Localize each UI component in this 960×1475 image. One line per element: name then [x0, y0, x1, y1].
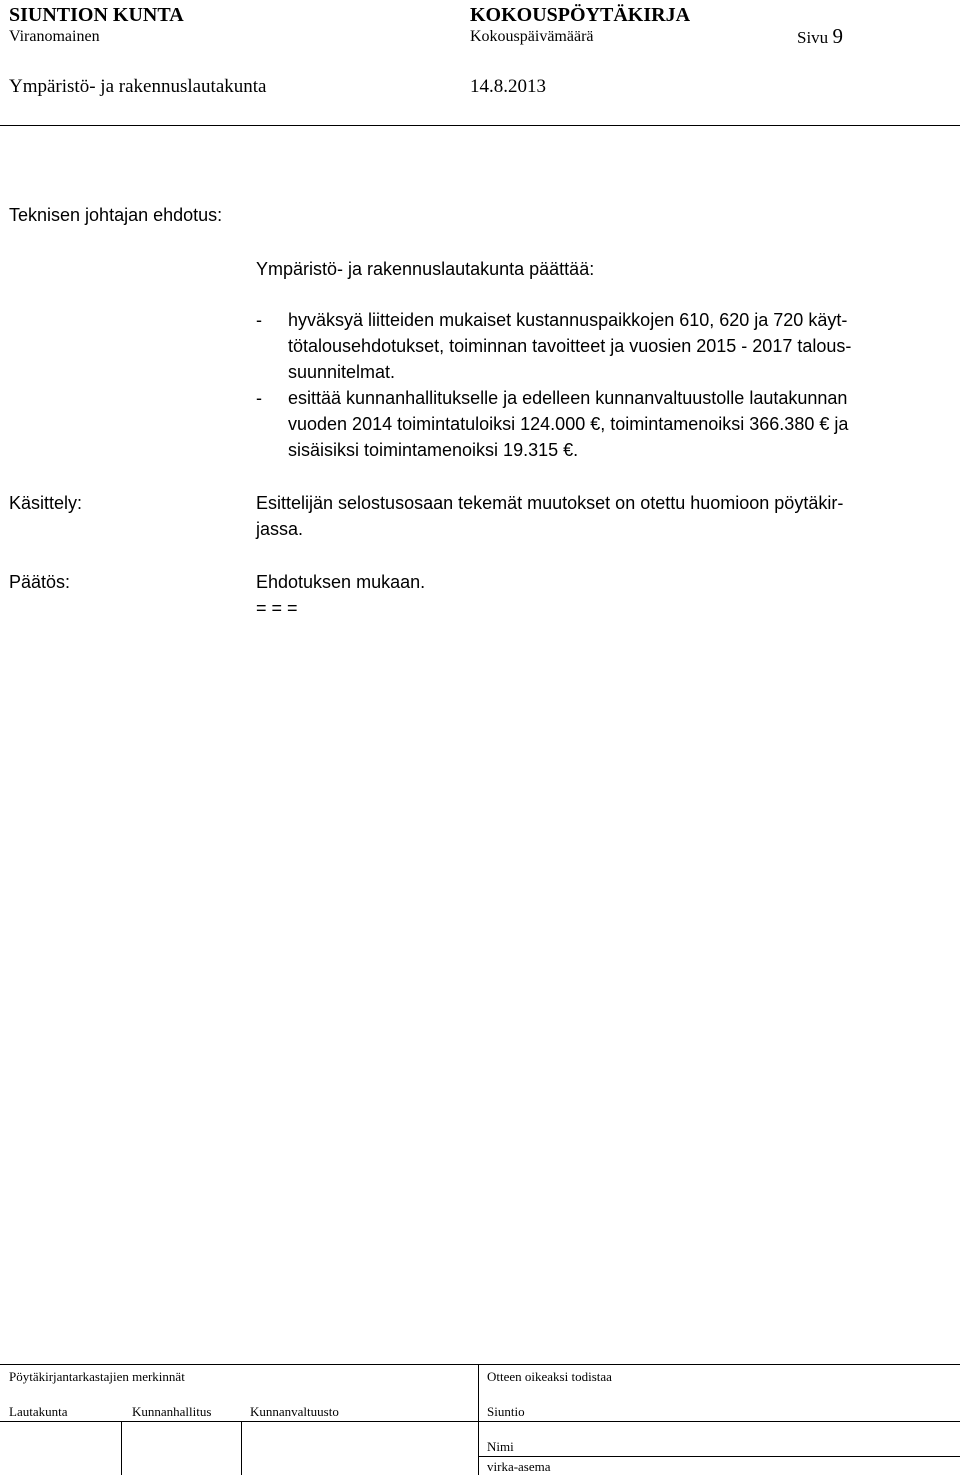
item-line: tötalousehdotukset, toiminnan tavoitteet ja vuosien 2015 - 2017 talous-	[288, 336, 852, 356]
footer-col-divider	[241, 1421, 242, 1475]
decides-heading: Ympäristö- ja rakennuslautakunta päättää:	[256, 259, 595, 279]
item-line: suunnitelmat.	[288, 362, 396, 382]
decision-line: Ehdotuksen mukaan.	[256, 572, 426, 592]
item-line: esittää kunnanhallitukselle ja edelleen kunnanvaltuustolle lautakunnan	[288, 388, 848, 408]
date-label: Kokouspäivämäärä	[470, 28, 594, 45]
footer-col-divider	[478, 1364, 479, 1475]
decision-item	[256, 307, 946, 385]
col-lautakunta: Lautakunta	[9, 1404, 68, 1419]
signature-line	[478, 1456, 960, 1457]
item-line: vuoden 2014 toimintatuloiksi 124.000 €, toimintamenoiksi 366.380 € ja	[288, 414, 849, 434]
end-marker: = = =	[256, 598, 298, 618]
handling-line: Esittelijän selostusosaan tekemät muutokset on otettu huomioon pöytäkir-	[256, 493, 844, 513]
place: Siuntio	[487, 1404, 525, 1419]
certified-label: Otteen oikeaksi todistaa	[487, 1369, 612, 1384]
page-number: 9	[832, 24, 843, 48]
footer-row-divider	[0, 1421, 960, 1422]
footer-divider	[0, 1364, 960, 1365]
page-label: Sivu	[797, 28, 829, 47]
decision-text	[256, 569, 946, 621]
item-dash: -	[256, 388, 262, 408]
proposal-label: Teknisen johtajan ehdotus:	[9, 205, 223, 225]
page-indicator	[797, 24, 843, 50]
authority-name: Ympäristö- ja rakennuslautakunta	[9, 76, 267, 97]
col-kunnanhallitus: Kunnanhallitus	[132, 1404, 212, 1419]
decision-items	[256, 307, 946, 463]
handling-line: jassa.	[256, 519, 304, 539]
authority-label: Viranomainen	[9, 28, 100, 45]
meeting-date: 14.8.2013	[470, 76, 546, 97]
checkers-label: Pöytäkirjantarkastajien merkinnät	[9, 1369, 185, 1384]
org-name: SIUNTION KUNTA	[9, 4, 184, 26]
item-line: hyväksyä liitteiden mukaiset kustannuspaikkojen 610, 620 ja 720 käyt-	[288, 310, 848, 330]
decision-label: Päätös:	[9, 572, 71, 592]
col-kunnanvaltuusto: Kunnanvaltuusto	[250, 1404, 339, 1419]
header-divider	[0, 125, 960, 126]
item-dash: -	[256, 310, 262, 330]
position-label: virka-asema	[487, 1459, 551, 1474]
handling-text	[256, 490, 946, 542]
footer-col-divider	[121, 1421, 122, 1475]
name-label: Nimi	[487, 1439, 514, 1454]
decision-item	[256, 385, 946, 463]
doc-type: KOKOUSPÖYTÄKIRJA	[470, 4, 691, 26]
item-line: sisäisiksi toimintamenoiksi 19.315 €.	[288, 440, 579, 460]
handling-label: Käsittely:	[9, 493, 83, 513]
